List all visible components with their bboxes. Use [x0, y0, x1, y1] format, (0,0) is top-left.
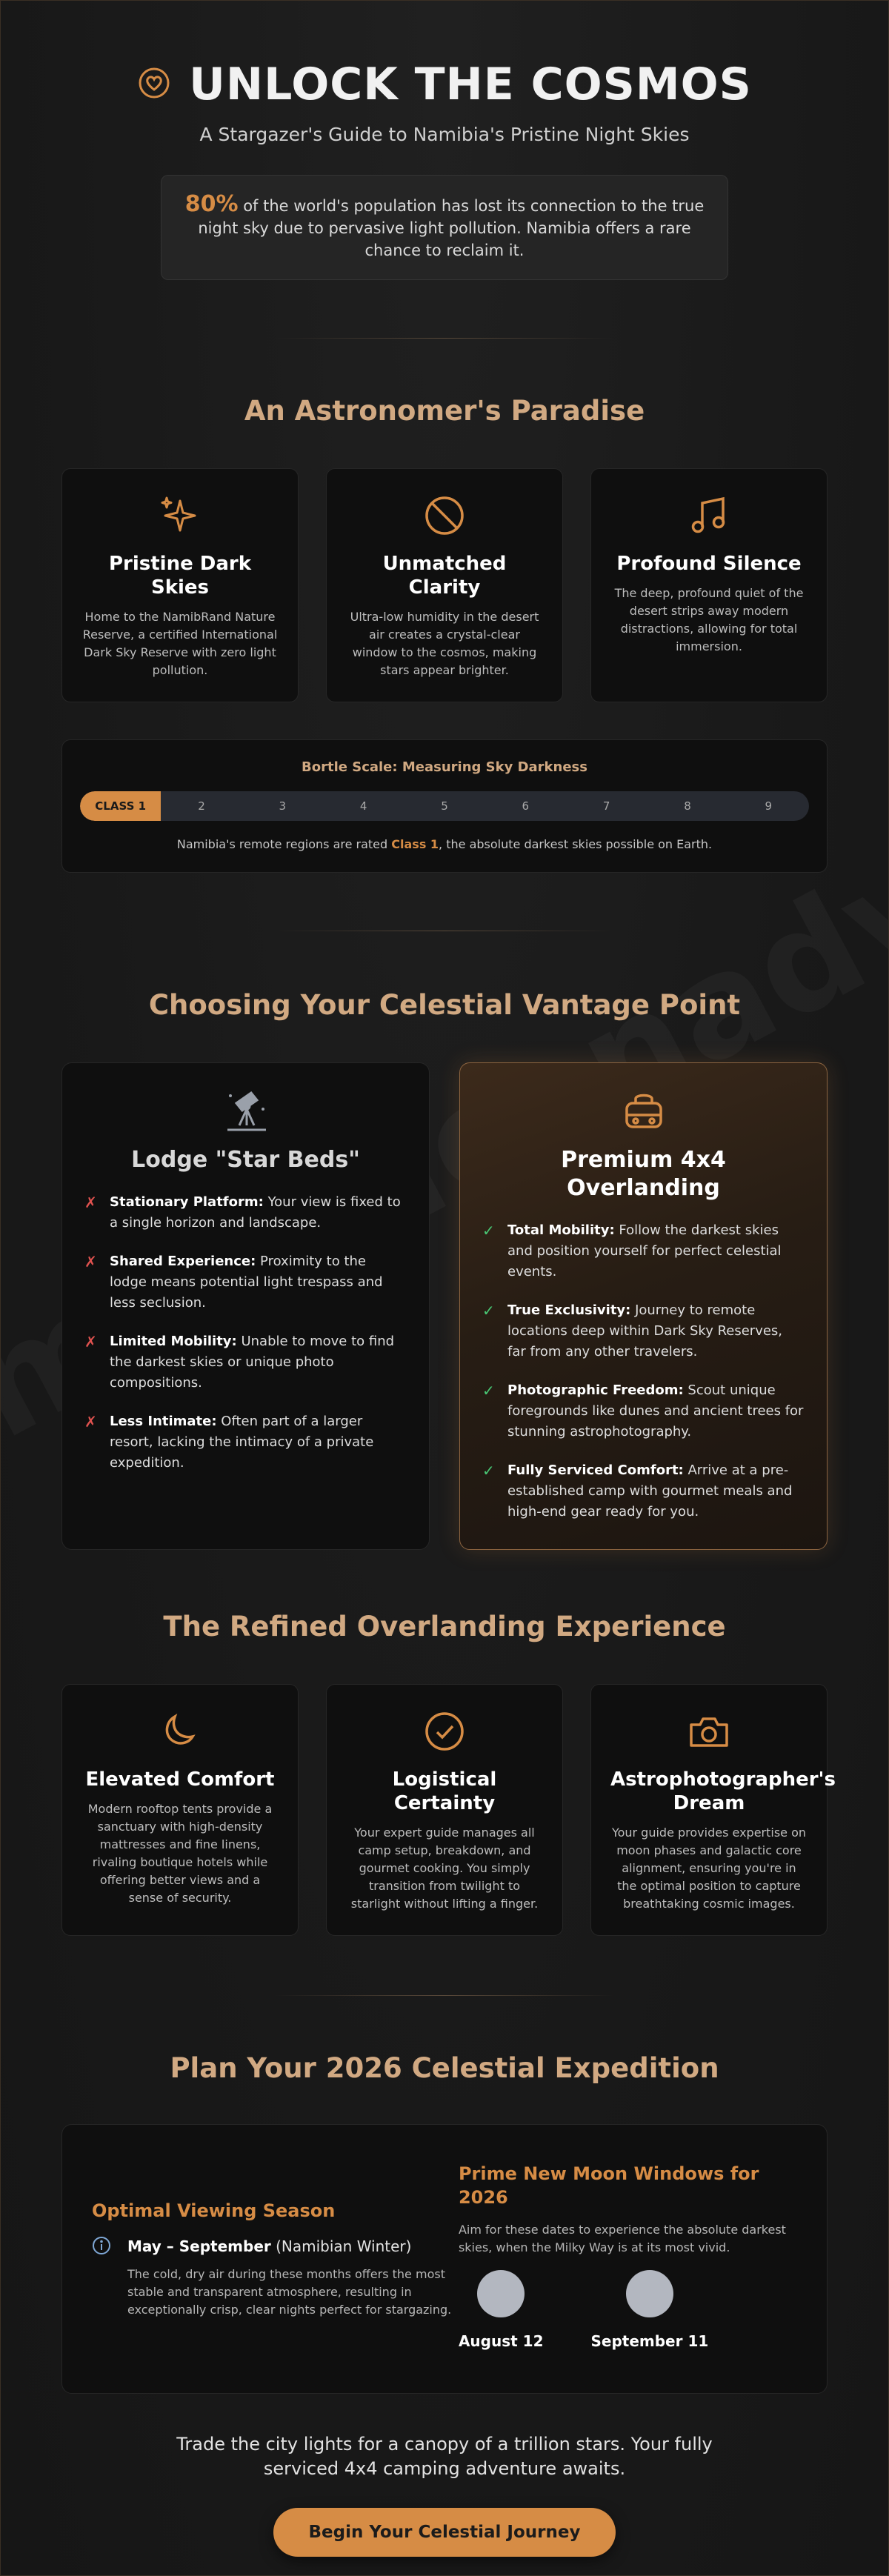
section-title: The Refined Overlanding Experience — [163, 1611, 726, 1643]
feature-card-certainty — [326, 1684, 563, 1936]
feature-title: Logistical Certainty — [392, 1768, 497, 1814]
new-moon-date — [590, 2270, 708, 2350]
premium-point — [482, 1460, 805, 1522]
lodge-point — [84, 1192, 407, 1234]
bortle-class-4: 4 — [359, 799, 367, 813]
page-title: UNLOCK THE COSMOS — [189, 59, 752, 110]
season-months: May – September — [127, 2237, 271, 2255]
begin-journey-button[interactable]: Begin Your Celestial Journey — [273, 2508, 616, 2557]
bortle-class-5: 5 — [441, 799, 448, 813]
lodge-title: Lodge "Star Beds" — [131, 1147, 360, 1173]
moon-icon — [477, 2270, 525, 2317]
lodge-point — [84, 1411, 407, 1474]
premium-card — [459, 1062, 828, 1550]
moon-description: Aim for these dates to experience the absolute darkest skies, when the Milky Way is at its most vivid. — [458, 2223, 786, 2254]
feature-text: Modern rooftop tents provide a sanctuary with high-density mattresses and fine linens, rivaling boutique hotels while offering better views and a sense of security. — [87, 1802, 273, 1905]
bortle-class-9: 9 — [765, 799, 773, 813]
info-icon — [92, 2236, 111, 2319]
feature-card-clarity — [326, 468, 563, 702]
moon-icon — [81, 1708, 279, 1754]
check-icon: ✓ — [482, 1302, 495, 1319]
sparkles-icon — [81, 493, 279, 539]
bortle-class-2: 2 — [198, 799, 205, 813]
feature-card-comfort — [61, 1684, 299, 1936]
point-label: Less Intimate: — [110, 1414, 217, 1429]
bortle-note-highlight: Class 1 — [391, 837, 439, 851]
moon-date-label: August 12 — [458, 2332, 544, 2350]
plan-section — [1, 1996, 888, 2394]
no-sign-icon — [346, 493, 543, 539]
feature-card-astrophotography — [590, 1684, 836, 1936]
feature-title: Unmatched Clarity — [382, 553, 507, 599]
bortle-title: Bortle Scale: Measuring Sky Darkness — [302, 759, 587, 775]
lodge-point — [84, 1331, 407, 1394]
hero-section — [1, 1, 888, 280]
point-text: Your view is fixed to a single horizon and landscape. — [110, 1194, 401, 1231]
hero-subtitle: A Stargazer's Guide to Namibia's Pristine Night Skies — [199, 124, 690, 145]
section-title: Choosing Your Celestial Vantage Point — [148, 989, 741, 1021]
point-label: Fully Serviced Comfort: — [507, 1462, 684, 1478]
moon-date-label: September 11 — [590, 2332, 709, 2350]
point-label: Shared Experience: — [110, 1254, 256, 1269]
point-text: Arrive at a pre-established camp with gourmet meals and high-end gear ready for you. — [507, 1462, 793, 1520]
cross-icon: ✗ — [84, 1194, 97, 1211]
lodge-point — [84, 1251, 407, 1314]
bortle-class-7: 7 — [602, 799, 610, 813]
bortle-class-6: 6 — [522, 799, 530, 813]
feature-title: Profound Silence — [616, 553, 802, 575]
stat-text: of the world's population has lost its connection to the true night sky due to pervasive light pollution. Namibia offers a rare chance to reclaim it. — [198, 197, 705, 259]
lodge-card — [61, 1062, 430, 1550]
bortle-note-text-end: , the absolute darkest skies possible on Earth. — [439, 837, 713, 851]
point-text: Proximity to the lodge means potential light trespass and less seclusion. — [110, 1254, 383, 1311]
feature-card-silence — [590, 468, 828, 702]
feature-title: Astrophotographer's Dream — [610, 1768, 836, 1814]
season-note: (Namibian Winter) — [270, 2237, 412, 2255]
moon-title: Prime New Moon Windows for 2026 — [458, 2163, 759, 2208]
bortle-note — [80, 837, 809, 851]
vantage-section — [1, 931, 888, 1550]
season-title: Optimal Viewing Season — [92, 2200, 336, 2221]
vehicle-icon — [482, 1088, 805, 1134]
bortle-note-text: Namibia's remote regions are rated — [176, 837, 392, 851]
bortle-class-1: CLASS 1 — [80, 791, 161, 821]
feature-text: Ultra-low humidity in the desert air creates a crystal-clear window to the cosmos, making stars appear brighter. — [350, 610, 539, 677]
bortle-class-3: 3 — [279, 799, 287, 813]
point-label: Stationary Platform: — [110, 1194, 264, 1210]
bortle-scale-panel — [61, 739, 828, 873]
cross-icon: ✗ — [84, 1333, 97, 1351]
camera-icon — [610, 1708, 808, 1754]
check-circle-icon — [346, 1708, 543, 1754]
cta-section — [1, 2394, 888, 2557]
section-title: An Astronomer's Paradise — [244, 395, 645, 427]
season-description: The cold, dry air during these months offers the most stable and transparent atmosphere, resulting in exceptionally crisp, clear nights perfect for stargazing. — [127, 2267, 452, 2317]
point-label: Photographic Freedom: — [507, 1382, 684, 1398]
plan-panel — [61, 2124, 828, 2394]
cross-icon: ✗ — [84, 1253, 97, 1271]
heart-circle-icon — [137, 66, 171, 103]
feature-text: Your guide provides expertise on moon phases and galactic core alignment, ensuring you're in the optimal position to capture breathtaking cosmic images. — [611, 1826, 807, 1911]
feature-text: Your expert guide manages all camp setup, breakdown, and gourmet cooking. You simply transition from twilight to starlight without lifting a finger. — [350, 1826, 539, 1911]
cta-text: Trade the city lights for a canopy of a trillion stars. Your fully serviced 4x4 camping adventure awaits. — [176, 2434, 713, 2479]
premium-point — [482, 1300, 805, 1362]
premium-point — [482, 1220, 805, 1282]
point-text: Unable to move to find the darkest skies or unique photo compositions. — [110, 1334, 395, 1391]
stat-value: 80% — [184, 191, 239, 217]
point-text: Journey to remote locations deep within Dark Sky Reserves, far from any other travelers. — [507, 1302, 783, 1359]
point-label: True Exclusivity: — [507, 1302, 631, 1318]
new-moon-date — [459, 2270, 544, 2350]
check-icon: ✓ — [482, 1382, 495, 1400]
section-title: Plan Your 2026 Celestial Expedition — [170, 2052, 719, 2084]
premium-title: Premium 4x4 Overlanding — [561, 1147, 726, 1201]
point-text: Follow the darkest skies and position yourself for perfect celestial events. — [507, 1222, 782, 1279]
paradise-section — [1, 339, 888, 873]
music-note-icon — [610, 493, 808, 539]
bortle-bar — [80, 791, 809, 821]
point-text: Often part of a larger resort, lacking the intimacy of a private expedition. — [110, 1414, 374, 1471]
feature-title: Pristine Dark Skies — [108, 553, 252, 599]
moon-icon — [626, 2270, 673, 2317]
feature-title: Elevated Comfort — [85, 1768, 275, 1791]
premium-point — [482, 1380, 805, 1442]
bortle-class-8: 8 — [684, 799, 691, 813]
feature-card-dark-skies — [61, 468, 299, 702]
refined-section — [1, 1550, 888, 1936]
feature-text: The deep, profound quiet of the desert strips away modern distractions, allowing for total immersion. — [614, 586, 804, 653]
check-icon: ✓ — [482, 1222, 495, 1239]
telescope-icon — [84, 1088, 407, 1134]
check-icon: ✓ — [482, 1462, 495, 1480]
feature-text: Home to the NamibRand Nature Reserve, a certified International Dark Sky Reserve with zero light pollution. — [82, 610, 278, 677]
cross-icon: ✗ — [84, 1413, 97, 1431]
point-label: Total Mobility: — [507, 1222, 615, 1238]
point-label: Limited Mobility: — [110, 1334, 237, 1349]
point-text: Scout unique foregrounds like dunes and ancient trees for stunning astrophotography. — [507, 1382, 804, 1440]
stat-callout — [161, 175, 728, 280]
